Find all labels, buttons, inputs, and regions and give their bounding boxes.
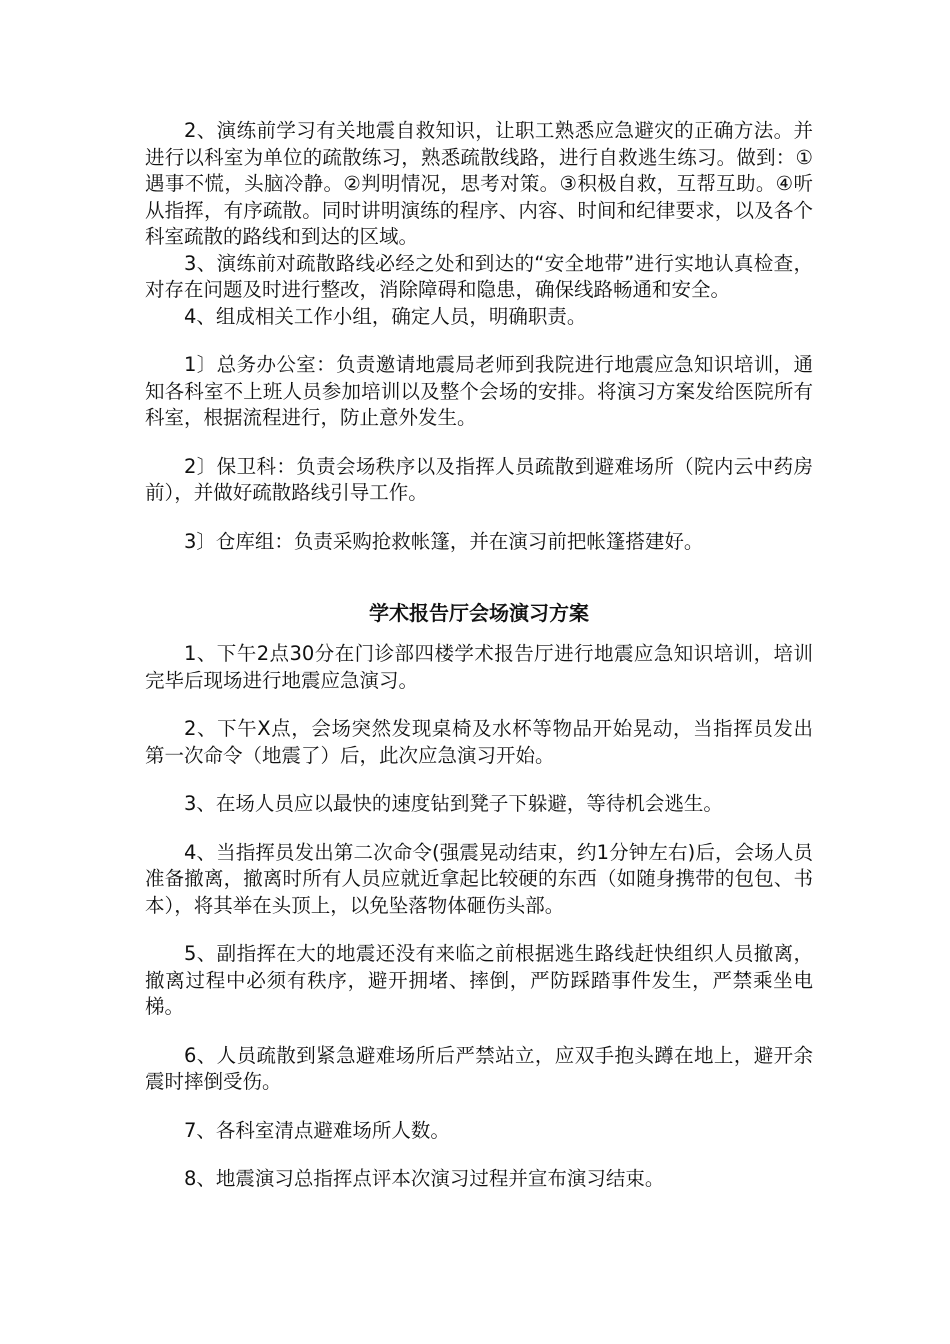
section-title: 学术报告厅会场演习方案 bbox=[369, 601, 589, 625]
list-item: 1、下午2点30分在门诊部四楼学术报告厅进行地震应急知识培训，培训完毕后现场进行地震应急演习。 bbox=[145, 642, 813, 692]
paragraph-warehouse-group: 3〕仓库组：负责采购抢救帐篷，并在演习前把帐篷搭建好。 bbox=[184, 529, 704, 553]
list-item: 8、地震演习总指挥点评本次演习过程并宣布演习结束。 bbox=[184, 1167, 665, 1190]
list-item: 6、人员疏散到紧急避难场所后严禁站立，应双手抱头蹲在地上，避开余震时摔倒受伤。 bbox=[145, 1043, 813, 1093]
list-item: 5、副指挥在大的地震还没有来临之前根据逃生路线赶快组织人员撤离，撤离过程中必须有秩序，避开拥堵、摔倒，严防踩踏事件发生，严禁乘坐电梯。 bbox=[145, 942, 813, 1018]
paragraph-security-dept: 2〕保卫科：负责会场秩序以及指挥人员疏散到避难场所（院内云中药房前），并做好疏散路线引导工作。 bbox=[145, 454, 813, 504]
list-item: 2、下午X点，会场突然发现桌椅及水杯等物品开始晃动，当指挥员发出第一次命令（地震了）后，此次应急演习开始。 bbox=[145, 717, 813, 767]
paragraph-general-office: 1〕总务办公室：负责邀请地震局老师到我院进行地震应急知识培训，通知各科室不上班人员参加培训以及整个会场的安排。将演习方案发给医院所有科室，根据流程进行，防止意外发生。 bbox=[145, 353, 813, 429]
list-item: 7、各科室清点避难场所人数。 bbox=[184, 1118, 450, 1142]
paragraph-route-inspection: 3、演练前对疏散路线必经之处和到达的“安全地带”进行实地认真检查，对存在问题及时进行整改，消除障碍和隐患，确保线路畅通和安全。 bbox=[145, 251, 813, 301]
paragraph-work-groups: 4、组成相关工作小组，确定人员，明确职责。 bbox=[184, 304, 587, 328]
document-page bbox=[145, 118, 813, 1193]
list-item: 4、当指挥员发出第二次命令(强震晃动结束，约1分钟左右)后，会场人员准备撤离，撤离时所有人员应就近拿起比较硬的东西（如随身携带的包包、书本），将其举在头顶上，以免坠落物体砸伤头部。 bbox=[145, 840, 813, 917]
paragraph-drill-training: 2、演练前学习有关地震自救知识，让职工熟悉应急避灾的正确方法。并进行以科室为单位的疏散练习，熟悉疏散线路，进行自救逃生练习。做到：①遇事不慌，头脑冷静。②判明情况，思考对策。③积极自救，互帮互助。④听从指挥，有序疏散。同时讲明演练的程序、内容、时间和纪律要求，以及各个科室疏散的路线和到达的区域。 bbox=[145, 119, 813, 248]
list-item: 3、在场人员应以最快的速度钻到凳子下躲避，等待机会逃生。 bbox=[184, 792, 723, 815]
